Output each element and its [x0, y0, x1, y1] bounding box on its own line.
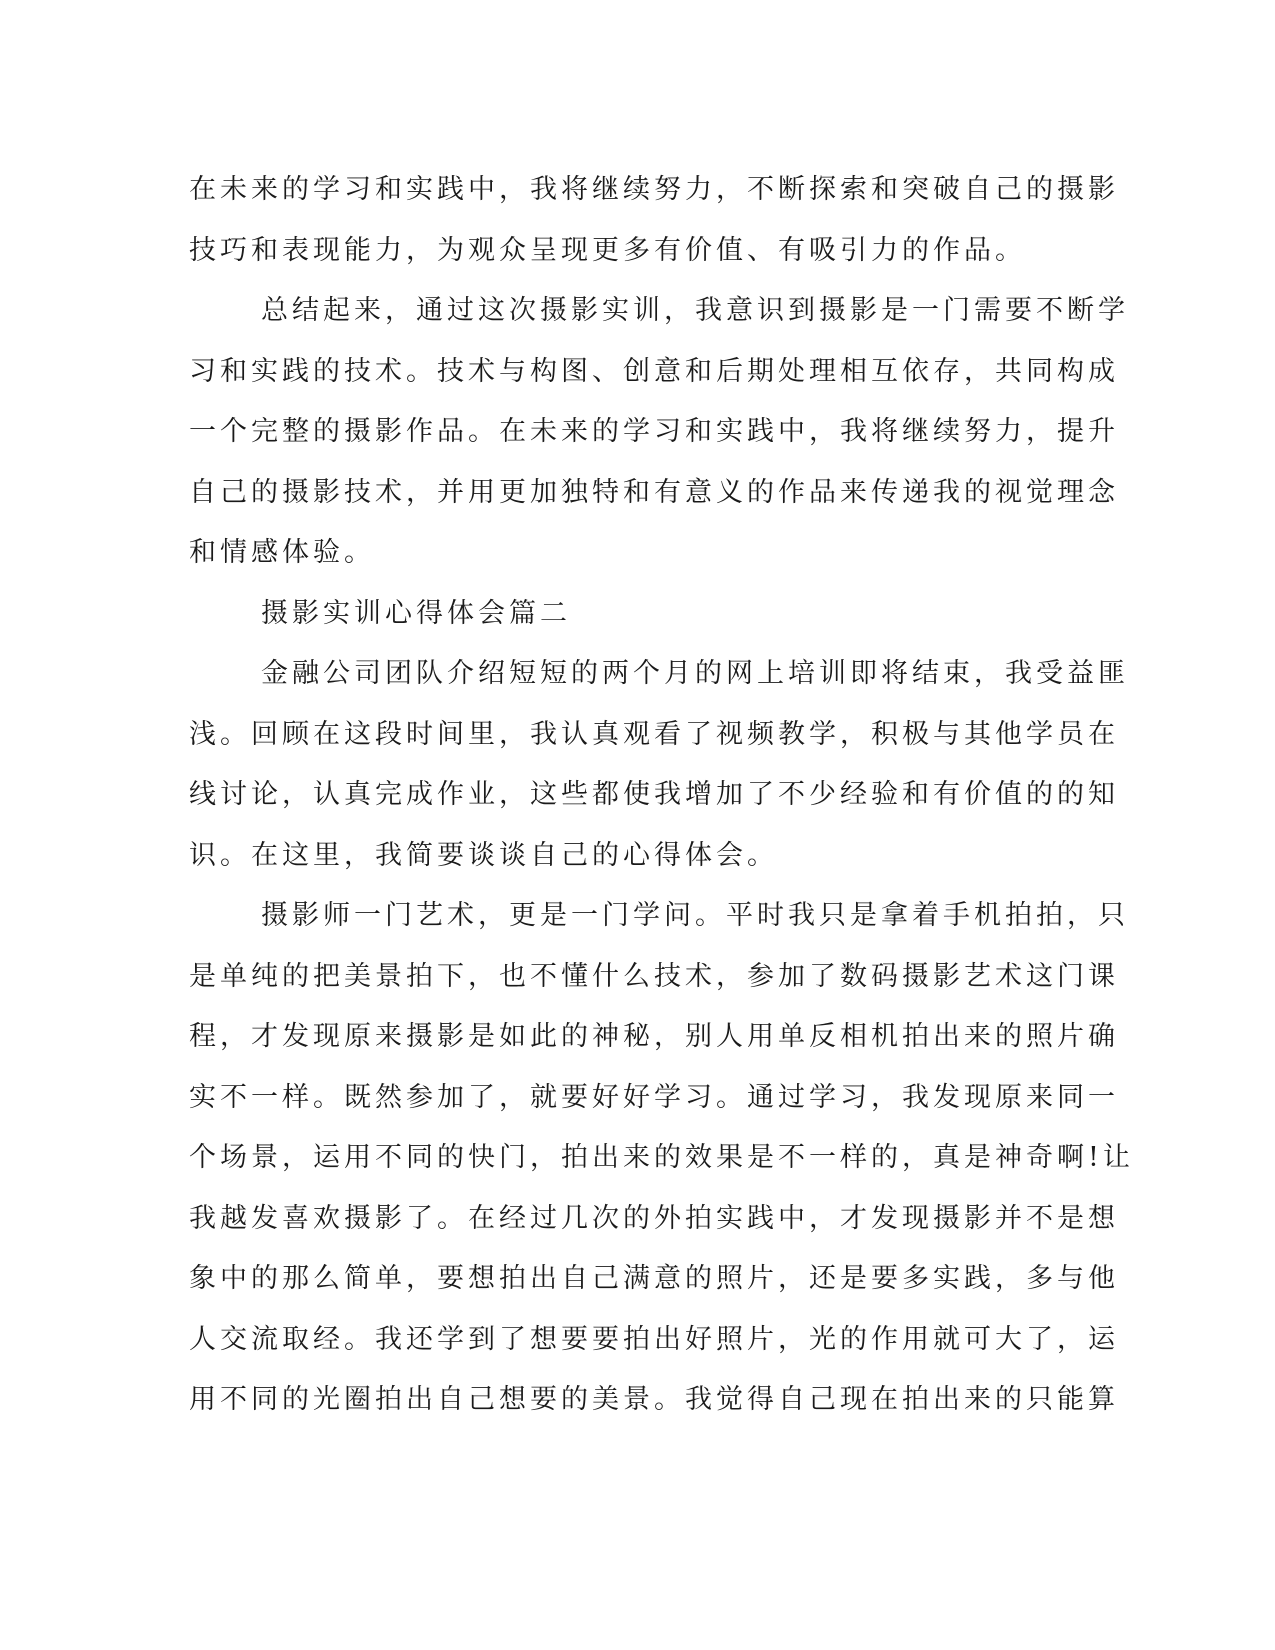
text-line: 用不同的光圈拍出自己想要的美景。我觉得自己现在拍出来的只能算: [189, 1384, 1119, 1415]
text-line: 习和实践的技术。技术与构图、创意和后期处理相互依存，共同构成: [189, 355, 1119, 387]
text-line: 浅。回顾在这段时间里，我认真观看了视频教学，积极与其他学员在: [189, 718, 1119, 750]
text-line: 象中的那么简单，要想拍出自己满意的照片，还是要多实践，多与他: [189, 1263, 1119, 1294]
paragraph-start-line: 金融公司团队介绍短短的两个月的网上培训即将结束，我受益匪: [261, 658, 1129, 689]
text-line: 识。在这里，我简要谈谈自己的心得体会。: [189, 839, 778, 871]
text-line: 是单纯的把美景拍下，也不懂什么技术，参加了数码摄影艺术这门课: [189, 960, 1119, 992]
text-line: 我越发喜欢摄影了。在经过几次的外拍实践中，才发现摄影并不是想: [189, 1202, 1119, 1234]
text-line: 个场景，运用不同的快门，拍出来的效果是不一样的，真是神奇啊!让: [189, 1142, 1134, 1173]
text-line: 人交流取经。我还学到了想要要拍出好照片，光的作用就可大了，运: [189, 1323, 1119, 1355]
paragraph-start-line: 总结起来，通过这次摄影实训，我意识到摄影是一门需要不断学: [261, 295, 1129, 326]
section-heading: 摄影实训心得体会篇二: [261, 597, 571, 629]
text-line: 和情感体验。: [189, 537, 375, 568]
paragraph-start-line: 摄影师一门艺术，更是一门学问。平时我只是拿着手机拍拍，只: [261, 900, 1129, 931]
text-line: 一个完整的摄影作品。在未来的学习和实践中，我将继续努力，提升: [189, 416, 1119, 447]
text-line: 技巧和表现能力，为观众呈现更多有价值、有吸引力的作品。: [189, 234, 1026, 266]
text-line: 线讨论，认真完成作业，这些都使我增加了不少经验和有价值的的知: [189, 779, 1119, 810]
text-line: 实不一样。既然参加了，就要好好学习。通过学习，我发现原来同一: [189, 1081, 1119, 1113]
text-line: 程，才发现原来摄影是如此的神秘，别人用单反相机拍出来的照片确: [189, 1021, 1119, 1052]
text-line: 自己的摄影技术，并用更加独特和有意义的作品来传递我的视觉理念: [189, 476, 1119, 508]
document-body: [189, 160, 1134, 1431]
text-line: 在未来的学习和实践中，我将继续努力，不断探索和突破自己的摄影: [189, 174, 1119, 205]
